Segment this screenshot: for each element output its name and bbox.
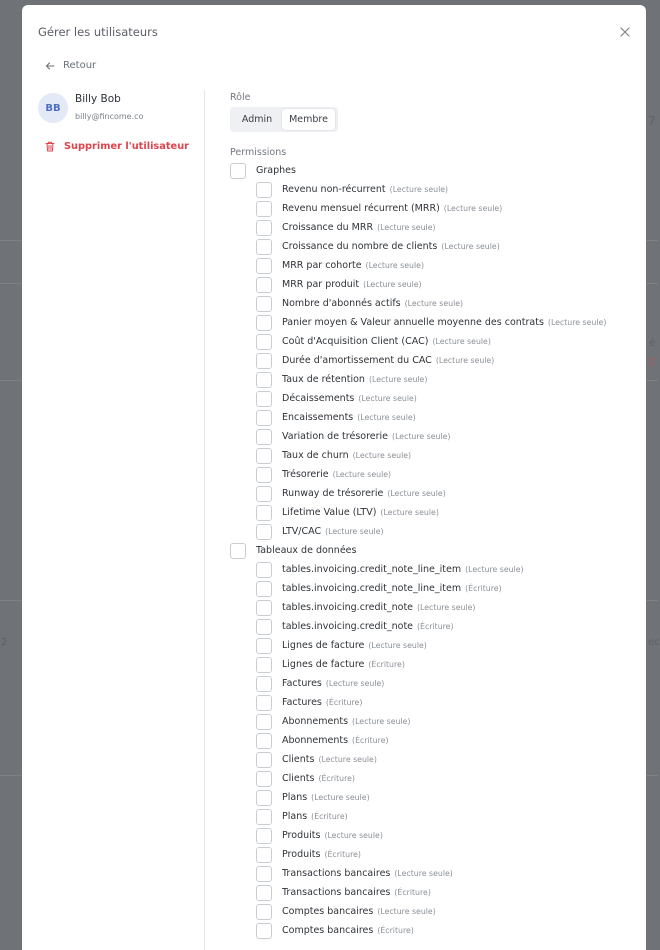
- manage-users-modal: [22, 5, 646, 950]
- permission-label: Revenu non-récurrent: [282, 184, 386, 195]
- permission-access-tag: (Écriture): [465, 584, 502, 593]
- permission-access-tag: (Lecture seule): [441, 242, 500, 251]
- arrow-left-icon: [45, 61, 55, 71]
- permissions-label: Permissions: [230, 147, 287, 158]
- permission-label: Revenu mensuel récurrent (MRR): [282, 203, 440, 214]
- permission-label: Taux de churn: [282, 450, 349, 461]
- permission-access-tag: (Lecture seule): [325, 679, 385, 688]
- permission-checkbox[interactable]: [256, 733, 272, 749]
- permission-item: [256, 712, 640, 731]
- permission-checkbox[interactable]: [256, 524, 272, 540]
- permission-checkbox[interactable]: [256, 866, 272, 882]
- permission-item: [256, 807, 640, 826]
- role-option-admin[interactable]: Admin: [241, 114, 273, 125]
- permission-label: Runway de trésorerie: [282, 488, 384, 499]
- permission-access-tag: (Lecture seule): [311, 793, 370, 802]
- permission-access-tag: (Lecture seule): [394, 869, 453, 878]
- close-button[interactable]: [618, 24, 632, 38]
- permission-item: [256, 826, 640, 845]
- permission-item: [256, 446, 640, 465]
- permission-item: [256, 275, 640, 294]
- permission-item: [256, 617, 640, 636]
- permission-item: [256, 674, 640, 693]
- permission-access-tag: (Lecture seule): [324, 831, 383, 840]
- permission-access-tag: (Écriture): [325, 698, 363, 707]
- permission-group-checkbox[interactable]: [230, 543, 246, 559]
- permission-checkbox[interactable]: [256, 277, 272, 293]
- permission-item: [256, 313, 640, 332]
- role-label: Rôle: [230, 92, 251, 103]
- permission-access-tag: (Lecture seule): [389, 185, 449, 194]
- permission-checkbox[interactable]: [256, 904, 272, 920]
- permission-checkbox[interactable]: [256, 638, 272, 654]
- permission-label: tables.invoicing.credit_note_line_item: [282, 564, 462, 575]
- role-option-member[interactable]: Membre: [282, 109, 335, 130]
- permission-access-tag: (Écriture): [318, 774, 355, 783]
- permission-item: [256, 332, 640, 351]
- close-icon: [618, 25, 632, 39]
- background-text: é: [649, 338, 656, 349]
- permission-checkbox[interactable]: [256, 695, 272, 711]
- permission-label: Nombre d'abonnés actifs: [282, 298, 401, 309]
- permission-label: Clients: [282, 754, 315, 765]
- permission-checkbox[interactable]: [256, 619, 272, 635]
- permission-group: [230, 161, 640, 180]
- permission-checkbox[interactable]: [256, 467, 272, 483]
- permission-access-tag: (Lecture seule): [387, 489, 446, 498]
- permission-access-tag: (Lecture seule): [358, 394, 417, 403]
- permission-checkbox[interactable]: [256, 714, 272, 730]
- permission-label: Encaissements: [282, 412, 354, 423]
- permission-checkbox[interactable]: [256, 885, 272, 901]
- permission-access-tag: (Lecture seule): [465, 565, 524, 574]
- permission-access-tag: (Lecture seule): [365, 261, 424, 270]
- panel-divider: [204, 90, 205, 950]
- permission-checkbox[interactable]: [256, 429, 272, 445]
- background-text: 2: [649, 357, 656, 368]
- permission-access-tag: (Écriture): [417, 622, 454, 631]
- permission-checkbox[interactable]: [256, 201, 272, 217]
- permission-label: Transactions bancaires: [282, 887, 391, 898]
- permission-label: Plans: [282, 792, 308, 803]
- permission-access-tag: (Lecture seule): [404, 299, 464, 308]
- permission-checkbox[interactable]: [256, 771, 272, 787]
- permission-label: Comptes bancaires: [282, 925, 374, 936]
- user-name: Billy Bob: [75, 93, 121, 105]
- permission-checkbox[interactable]: [256, 448, 272, 464]
- permission-checkbox[interactable]: [256, 410, 272, 426]
- permission-item: [256, 351, 640, 370]
- user-email: billy@fincome.co: [75, 112, 144, 121]
- permission-access-tag: (Lecture seule): [352, 451, 412, 460]
- trash-icon: [45, 141, 55, 152]
- permission-checkbox[interactable]: [256, 562, 272, 578]
- delete-user-label: Supprimer l'utilisateur: [64, 141, 190, 152]
- permission-group: [230, 541, 640, 560]
- permission-label: MRR par cohorte: [282, 260, 362, 271]
- background-text: 2: [1, 637, 8, 648]
- permission-label: Coût d'Acquisition Client (CAC): [282, 336, 429, 347]
- permission-label: Abonnements: [282, 716, 349, 727]
- permission-label: MRR par produit: [282, 279, 360, 290]
- permission-item: [256, 180, 640, 199]
- permission-label: Factures: [282, 678, 322, 689]
- permission-access-tag: (Lecture seule): [380, 508, 439, 517]
- permission-item: [256, 503, 640, 522]
- permission-access-tag: (Lecture seule): [432, 337, 491, 346]
- permission-label: LTV/CAC: [282, 526, 322, 537]
- permission-item: [256, 237, 640, 256]
- permission-label: Durée d'amortissement du CAC: [282, 355, 432, 366]
- permission-item: [256, 484, 640, 503]
- permission-group-checkbox[interactable]: [230, 163, 246, 179]
- permission-checkbox[interactable]: [256, 258, 272, 274]
- permission-label: Produits: [282, 830, 321, 841]
- permission-label: Lifetime Value (LTV): [282, 507, 377, 518]
- permission-label: Variation de trésorerie: [282, 431, 389, 442]
- permission-access-tag: (Lecture seule): [318, 755, 377, 764]
- permission-access-tag: (Écriture): [352, 736, 389, 745]
- modal-title: Gérer les utilisateurs: [38, 25, 158, 39]
- permission-checkbox[interactable]: [256, 353, 272, 369]
- permission-item: [256, 370, 640, 389]
- permission-label: Plans: [282, 811, 308, 822]
- permission-checkbox[interactable]: [256, 220, 272, 236]
- permission-checkbox[interactable]: [256, 182, 272, 198]
- permission-access-tag: (Lecture seule): [435, 356, 495, 365]
- permission-access-tag: (Lecture seule): [332, 470, 392, 479]
- permission-label: Lignes de facture: [282, 640, 365, 651]
- delete-user-button[interactable]: [45, 141, 189, 152]
- permission-checkbox[interactable]: [256, 752, 272, 768]
- permission-checkbox[interactable]: [256, 239, 272, 255]
- permission-checkbox[interactable]: [256, 372, 272, 388]
- permission-label: Décaissements: [282, 393, 355, 404]
- permission-item: [256, 465, 640, 484]
- permission-access-tag: (Lecture seule): [377, 223, 436, 232]
- back-link[interactable]: [45, 60, 96, 71]
- permission-item: [256, 598, 640, 617]
- role-toggle: [230, 107, 338, 132]
- user-card: [38, 92, 143, 123]
- permission-item: [256, 408, 640, 427]
- permission-item: [256, 389, 640, 408]
- permission-access-tag: (Lecture seule): [392, 432, 451, 441]
- permission-access-tag: (Lecture seule): [363, 280, 422, 289]
- permission-checkbox[interactable]: [256, 391, 272, 407]
- permission-label: tables.invoicing.credit_note: [282, 621, 414, 632]
- permission-label: Transactions bancaires: [282, 868, 391, 879]
- permission-access-tag: (Écriture): [368, 660, 405, 669]
- permission-item: [256, 864, 640, 883]
- permission-item: [256, 636, 640, 655]
- permission-access-tag: (Lecture seule): [443, 204, 503, 213]
- permission-item: [256, 199, 640, 218]
- permission-item: [256, 769, 640, 788]
- permission-checkbox[interactable]: [256, 790, 272, 806]
- permission-access-tag: (Lecture seule): [547, 318, 607, 327]
- permission-item: [256, 693, 640, 712]
- permission-checkbox[interactable]: [256, 676, 272, 692]
- permission-group-label: Tableaux de données: [256, 545, 357, 556]
- permission-access-tag: (Lecture seule): [325, 527, 384, 536]
- permission-label: Produits: [282, 849, 321, 860]
- permission-access-tag: (Lecture seule): [368, 375, 428, 384]
- permission-label: tables.invoicing.credit_note_line_item: [282, 583, 462, 594]
- permission-group-label: Graphes: [256, 165, 296, 176]
- permission-item: [256, 883, 640, 902]
- permission-checkbox[interactable]: [256, 315, 272, 331]
- permission-item: [256, 294, 640, 313]
- permission-label: Comptes bancaires: [282, 906, 374, 917]
- permission-access-tag: (Lecture seule): [377, 907, 436, 916]
- permission-item: [256, 256, 640, 275]
- permission-item: [256, 788, 640, 807]
- permission-access-tag: (Lecture seule): [352, 717, 411, 726]
- permission-item: [256, 655, 640, 674]
- avatar: BB: [38, 93, 68, 123]
- permission-item: [256, 902, 640, 921]
- permission-item: [256, 845, 640, 864]
- permission-checkbox[interactable]: [256, 923, 272, 939]
- permission-label: Taux de rétention: [282, 374, 365, 385]
- permissions-list: [230, 161, 640, 940]
- permission-checkbox[interactable]: [256, 828, 272, 844]
- permission-checkbox[interactable]: [256, 296, 272, 312]
- permission-access-tag: (Lecture seule): [368, 641, 427, 650]
- permission-label: Lignes de facture: [282, 659, 365, 670]
- permission-item: [256, 522, 640, 541]
- permission-access-tag: (Lecture seule): [417, 603, 476, 612]
- permission-item: [256, 218, 640, 237]
- permission-item: [256, 560, 640, 579]
- permission-checkbox[interactable]: [256, 581, 272, 597]
- permission-access-tag: (Écriture): [324, 850, 361, 859]
- permission-checkbox[interactable]: [256, 334, 272, 350]
- permission-item: [256, 731, 640, 750]
- permission-label: Abonnements: [282, 735, 349, 746]
- permission-item: [256, 579, 640, 598]
- permission-access-tag: (Écriture): [311, 812, 348, 821]
- permission-label: tables.invoicing.credit_note: [282, 602, 414, 613]
- permission-checkbox[interactable]: [256, 600, 272, 616]
- permission-label: Panier moyen & Valeur annuelle moyenne des contrats: [282, 317, 544, 328]
- back-link-label: Retour: [63, 60, 97, 71]
- permission-label: Clients: [282, 773, 315, 784]
- permission-item: [256, 427, 640, 446]
- permission-access-tag: (Écriture): [394, 888, 431, 897]
- permission-label: Factures: [282, 697, 322, 708]
- background-text: ec: [648, 637, 660, 648]
- permission-checkbox[interactable]: [256, 809, 272, 825]
- permission-checkbox[interactable]: [256, 505, 272, 521]
- permission-checkbox[interactable]: [256, 486, 272, 502]
- permission-label: Croissance du MRR: [282, 222, 374, 233]
- permission-checkbox[interactable]: [256, 657, 272, 673]
- permission-label: Croissance du nombre de clients: [282, 241, 438, 252]
- permission-access-tag: (Lecture seule): [357, 413, 416, 422]
- permission-item: [256, 750, 640, 769]
- permission-access-tag: (Écriture): [377, 926, 414, 935]
- permission-label: Trésorerie: [282, 469, 329, 480]
- background-text: 7: [648, 114, 656, 128]
- permission-checkbox[interactable]: [256, 847, 272, 863]
- permission-item: [256, 921, 640, 940]
